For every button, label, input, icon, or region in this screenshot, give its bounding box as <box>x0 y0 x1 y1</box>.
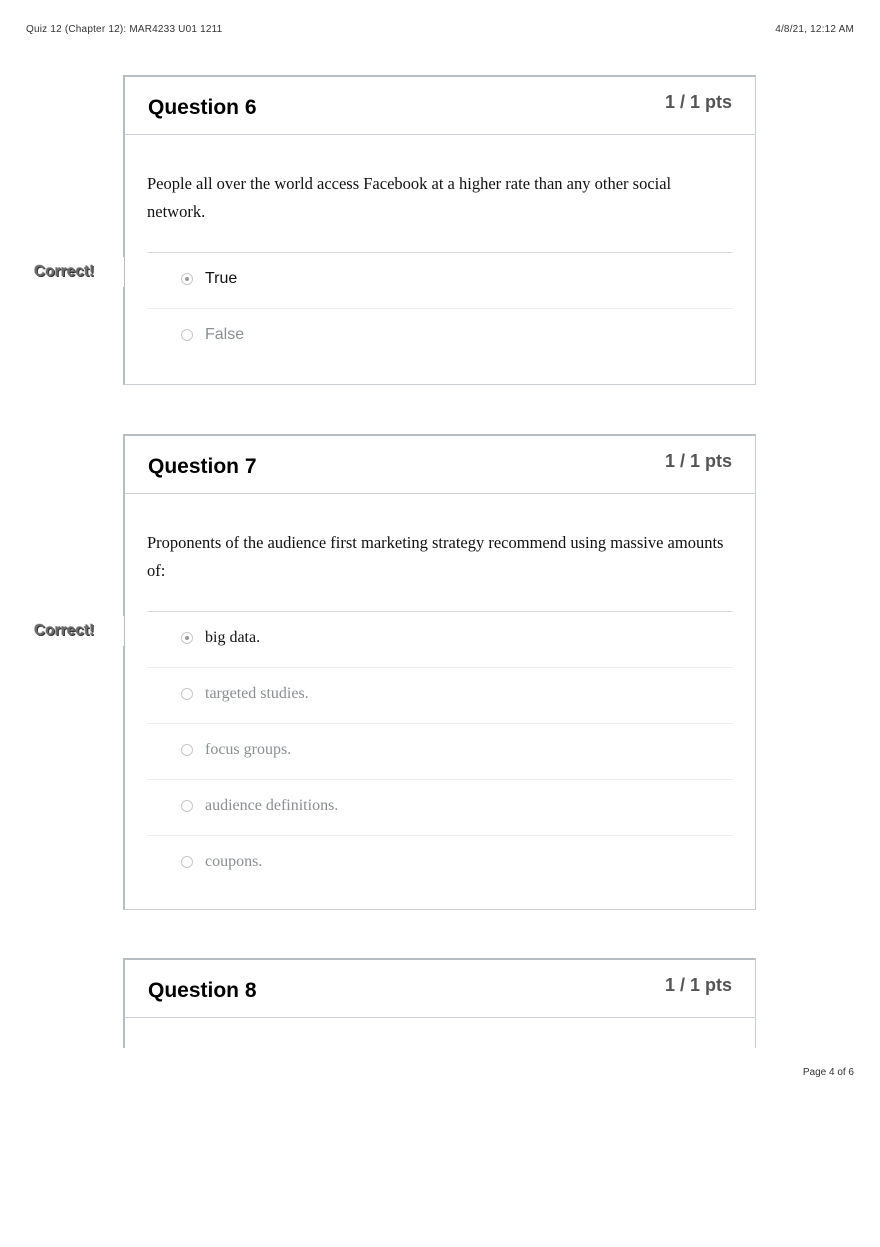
answer-label: False <box>205 326 245 343</box>
page-number: Page 4 of 6 <box>802 1067 854 1078</box>
radio-selected-icon[interactable] <box>181 632 193 644</box>
answer-label: focus groups. <box>205 741 292 758</box>
answer-option[interactable] <box>147 309 733 364</box>
answer-label: targeted studies. <box>205 685 309 702</box>
answer-option[interactable] <box>147 780 733 836</box>
question-8-card <box>123 958 756 1048</box>
radio-unselected-icon[interactable] <box>181 329 193 341</box>
question-points: 1 / 1 pts <box>664 975 732 995</box>
question-points: 1 / 1 pts <box>664 92 732 112</box>
radio-unselected-icon[interactable] <box>181 856 193 868</box>
question-6-card <box>123 75 756 385</box>
correct-answer-flag: Correct! <box>26 257 124 287</box>
question-header <box>125 77 755 135</box>
question-text: People all over the world access Facebook at a higher rate than any other social network. <box>147 135 733 253</box>
question-text: Proponents of the audience first marketing strategy recommend using massive amounts of: <box>147 494 733 612</box>
radio-unselected-icon[interactable] <box>181 688 193 700</box>
answer-label: coupons. <box>205 853 263 870</box>
radio-selected-icon[interactable] <box>181 273 193 285</box>
answer-label: big data. <box>205 629 261 646</box>
correct-answer-flag: Correct! <box>26 616 124 646</box>
answer-label: True <box>205 270 238 287</box>
answer-option[interactable] <box>147 668 733 724</box>
print-header-datetime: 4/8/21, 12:12 AM <box>775 24 854 35</box>
radio-unselected-icon[interactable] <box>181 744 193 756</box>
question-header <box>125 960 755 1018</box>
answer-option[interactable] <box>147 724 733 780</box>
answer-option[interactable] <box>147 612 733 668</box>
answer-option[interactable] <box>147 253 733 309</box>
question-title: Question 6 <box>148 96 257 119</box>
question-header <box>125 436 755 494</box>
answer-label: audience definitions. <box>205 797 339 814</box>
answer-option[interactable] <box>147 836 733 891</box>
question-title: Question 8 <box>148 979 257 1002</box>
question-points: 1 / 1 pts <box>664 451 732 471</box>
answer-list <box>147 612 733 891</box>
print-header-title: Quiz 12 (Chapter 12): MAR4233 U01 1211 <box>26 24 223 35</box>
question-title: Question 7 <box>148 455 257 478</box>
answer-list <box>147 253 733 364</box>
question-7-card <box>123 434 756 910</box>
radio-unselected-icon[interactable] <box>181 800 193 812</box>
